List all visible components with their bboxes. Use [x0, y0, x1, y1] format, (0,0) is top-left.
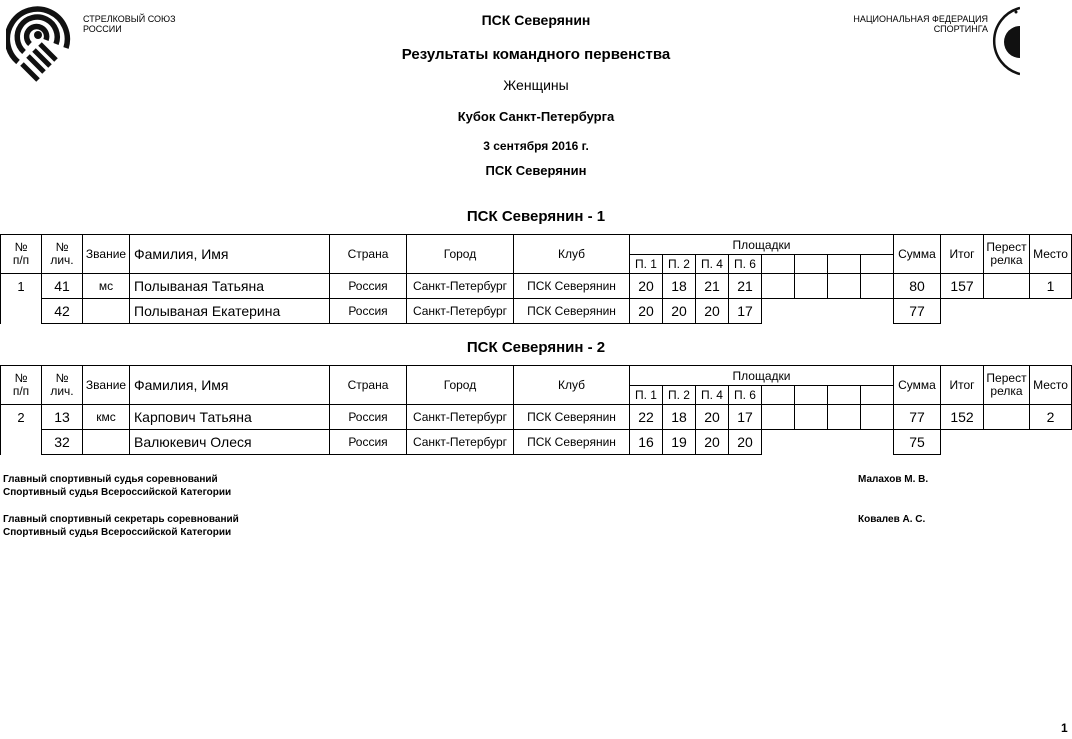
city: Санкт-Петербург: [407, 430, 514, 455]
team-num: 2: [1, 405, 42, 455]
signature-line: Спортивный судья Всероссийской Категории: [3, 527, 232, 538]
score-ground-1: 20: [630, 299, 663, 324]
score-ground-2: 18: [663, 405, 696, 430]
score-sum: 75: [894, 430, 941, 455]
col-ground-2: П. 2: [663, 386, 696, 405]
empty-cell: [795, 386, 828, 405]
empty-cell: [1030, 299, 1072, 324]
col-shootoff: Перест релка: [984, 366, 1030, 405]
org-left-line-2: РОССИИ: [83, 24, 122, 34]
team-place: 2: [1030, 405, 1072, 430]
empty-cell: [795, 274, 828, 299]
athlete-name: Полываная Татьяна: [130, 274, 330, 299]
col-sum: Сумма: [894, 235, 941, 274]
col-rank: Звание: [83, 366, 130, 405]
country: Россия: [330, 299, 407, 324]
team-num: 1: [1, 274, 42, 324]
col-place: Место: [1030, 235, 1072, 274]
col-shootoff: Перест релка: [984, 235, 1030, 274]
empty-cell: [795, 405, 828, 430]
org-right-line-1: НАЦИОНАЛЬНАЯ ФЕДЕРАЦИЯ: [853, 14, 988, 24]
event-date: 3 сентября 2016 г.: [483, 139, 589, 153]
score-ground-4: 20: [696, 299, 729, 324]
empty-cell: [795, 430, 828, 455]
col-country: Страна: [330, 235, 407, 274]
venue: ПСК Северянин: [485, 163, 587, 178]
empty-cell: [861, 299, 894, 324]
col-club: Клуб: [514, 235, 630, 274]
city: Санкт-Петербург: [407, 405, 514, 430]
col-ground-6: П. 6: [729, 255, 762, 274]
score-ground-1: 20: [630, 274, 663, 299]
score-ground-4: 20: [696, 405, 729, 430]
empty-cell: [861, 274, 894, 299]
col-city: Город: [407, 366, 514, 405]
empty-cell: [861, 386, 894, 405]
score-ground-6: 17: [729, 299, 762, 324]
team-title: ПСК Северянин - 1: [466, 208, 606, 225]
col-city: Город: [407, 235, 514, 274]
empty-cell: [828, 299, 861, 324]
col-license: № лич.: [42, 366, 83, 405]
col-license: № лич.: [42, 235, 83, 274]
empty-cell: [762, 255, 795, 274]
org-right-line-2: СПОРТИНГА: [933, 24, 988, 34]
empty-cell: [762, 274, 795, 299]
empty-cell: [828, 386, 861, 405]
empty-cell: [762, 405, 795, 430]
chief-secretary-name: Ковалев А. С.: [858, 514, 926, 525]
signature-line: Главный спортивный судья соревнований: [3, 474, 218, 485]
club: ПСК Северянин: [514, 274, 630, 299]
license: 42: [42, 299, 83, 324]
club: ПСК Северянин: [514, 405, 630, 430]
empty-cell: [762, 430, 795, 455]
cup-name: Кубок Санкт-Петербурга: [457, 109, 615, 124]
col-grounds: Площадки: [630, 235, 894, 255]
shootoff-cell: [984, 405, 1030, 430]
col-total: Итог: [941, 366, 984, 405]
col-ground-1: П. 1: [630, 386, 663, 405]
score-sum: 77: [894, 405, 941, 430]
table-row: [1, 405, 1072, 430]
team-place: 1: [1030, 274, 1072, 299]
col-ground-4: П. 4: [696, 386, 729, 405]
col-ground-6: П. 6: [729, 386, 762, 405]
empty-cell: [861, 255, 894, 274]
score-ground-4: 21: [696, 274, 729, 299]
empty-cell: [984, 430, 1030, 455]
empty-cell: [941, 299, 984, 324]
license: 41: [42, 274, 83, 299]
col-rank: Звание: [83, 235, 130, 274]
license: 13: [42, 405, 83, 430]
table-row: [1, 274, 1072, 299]
score-ground-2: 20: [663, 299, 696, 324]
col-ground-4: П. 4: [696, 255, 729, 274]
col-name: Фамилия, Имя: [130, 366, 330, 405]
empty-cell: [861, 405, 894, 430]
results-table: [0, 234, 1072, 324]
license: 32: [42, 430, 83, 455]
chief-judge-name: Малахов М. В.: [858, 474, 929, 485]
country: Россия: [330, 274, 407, 299]
col-name: Фамилия, Имя: [130, 235, 330, 274]
score-ground-2: 19: [663, 430, 696, 455]
empty-cell: [828, 274, 861, 299]
page-number: 1: [1061, 721, 1068, 735]
score-sum: 77: [894, 299, 941, 324]
score-ground-6: 20: [729, 430, 762, 455]
chief-judge-title: [3, 473, 231, 499]
score-ground-6: 17: [729, 405, 762, 430]
score-ground-1: 22: [630, 405, 663, 430]
shootoff-cell: [984, 274, 1030, 299]
team-total: 152: [941, 405, 984, 430]
empty-cell: [762, 386, 795, 405]
col-country: Страна: [330, 366, 407, 405]
signature-line: Главный спортивный секретарь соревнований: [3, 514, 239, 525]
col-num: № п/п: [1, 366, 42, 405]
empty-cell: [984, 299, 1030, 324]
country: Россия: [330, 405, 407, 430]
city: Санкт-Петербург: [407, 299, 514, 324]
empty-cell: [861, 430, 894, 455]
score-ground-4: 20: [696, 430, 729, 455]
col-place: Место: [1030, 366, 1072, 405]
col-ground-2: П. 2: [663, 255, 696, 274]
empty-cell: [1030, 430, 1072, 455]
score-ground-6: 21: [729, 274, 762, 299]
rank: мс: [83, 274, 130, 299]
table-header-row: [1, 366, 1072, 386]
empty-cell: [828, 430, 861, 455]
empty-cell: [828, 255, 861, 274]
empty-cell: [941, 430, 984, 455]
page-title: Результаты командного первенства: [401, 46, 671, 63]
team-title: ПСК Северянин - 2: [466, 339, 606, 356]
team-total: 157: [941, 274, 984, 299]
col-num: № п/п: [1, 235, 42, 274]
country: Россия: [330, 430, 407, 455]
col-grounds: Площадки: [630, 366, 894, 386]
club: ПСК Северянин: [514, 430, 630, 455]
club-name: ПСК Северянин: [481, 12, 591, 28]
empty-cell: [795, 255, 828, 274]
col-ground-1: П. 1: [630, 255, 663, 274]
empty-cell: [795, 299, 828, 324]
table-row: [1, 299, 1072, 324]
chief-secretary-title: [3, 513, 239, 539]
club: ПСК Северянин: [514, 299, 630, 324]
athlete-name: Полываная Екатерина: [130, 299, 330, 324]
col-total: Итог: [941, 235, 984, 274]
category: Женщины: [503, 77, 569, 93]
col-club: Клуб: [514, 366, 630, 405]
athlete-name: Карпович Татьяна: [130, 405, 330, 430]
table-row: [1, 430, 1072, 455]
rank: [83, 430, 130, 455]
signature-line: Спортивный судья Всероссийской Категории: [3, 487, 232, 498]
org-left-line-1: СТРЕЛКОВЫЙ СОЮЗ: [83, 14, 176, 24]
city: Санкт-Петербург: [407, 274, 514, 299]
col-sum: Сумма: [894, 366, 941, 405]
empty-cell: [828, 405, 861, 430]
rank: [83, 299, 130, 324]
empty-cell: [762, 299, 795, 324]
score-ground-2: 18: [663, 274, 696, 299]
athlete-name: Валюкевич Олеся: [130, 430, 330, 455]
rank: кмс: [83, 405, 130, 430]
results-table: [0, 365, 1072, 455]
table-header-row: [1, 235, 1072, 255]
score-ground-1: 16: [630, 430, 663, 455]
score-sum: 80: [894, 274, 941, 299]
